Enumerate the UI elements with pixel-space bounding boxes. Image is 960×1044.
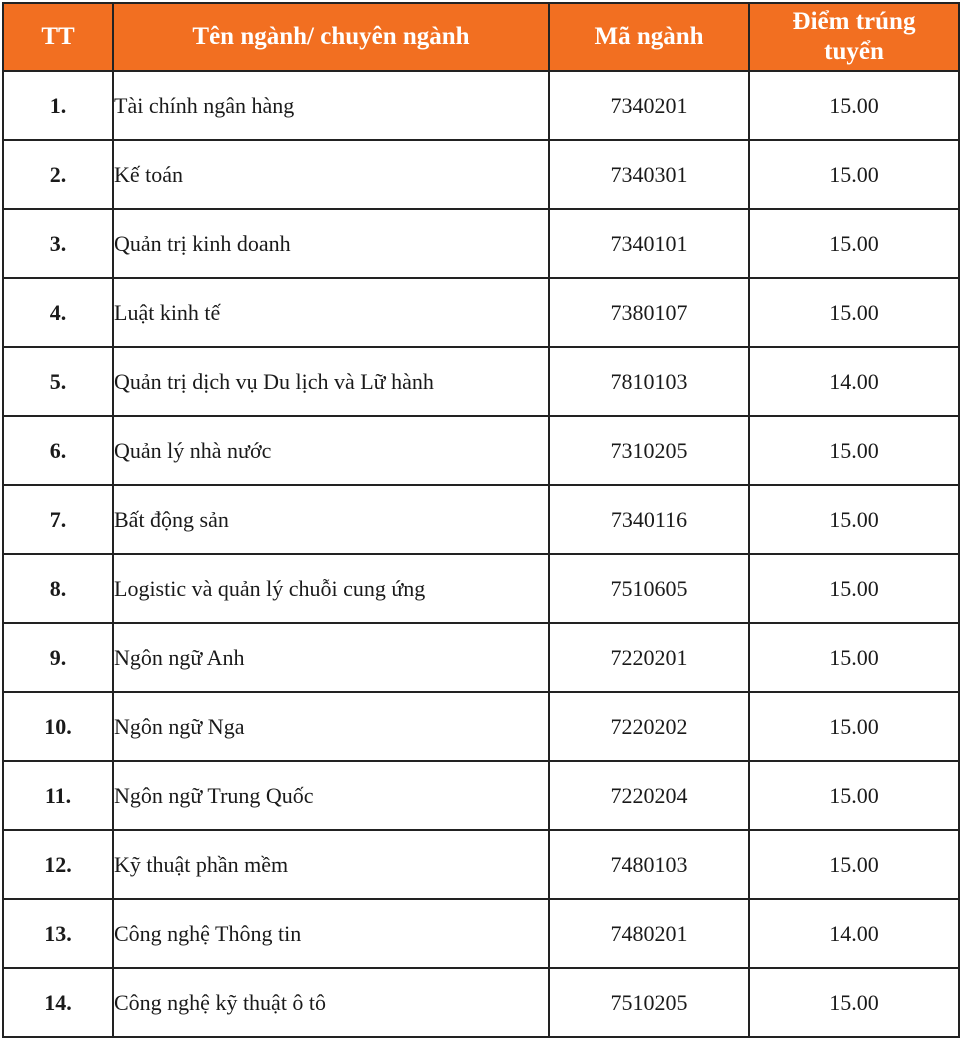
admission-score: 14.00 xyxy=(749,899,959,968)
table-row xyxy=(3,623,959,692)
table-row xyxy=(3,347,959,416)
admission-score: 14.00 xyxy=(749,347,959,416)
major-name: Ngôn ngữ Trung Quốc xyxy=(113,761,549,830)
major-code: 7340201 xyxy=(549,71,749,140)
admission-score: 15.00 xyxy=(749,554,959,623)
row-number: 2. xyxy=(3,140,113,209)
header-row xyxy=(3,3,959,71)
admission-score: 15.00 xyxy=(749,71,959,140)
major-code: 7480103 xyxy=(549,830,749,899)
major-code: 7340101 xyxy=(549,209,749,278)
admission-score: 15.00 xyxy=(749,416,959,485)
admission-score: 15.00 xyxy=(749,968,959,1037)
row-number: 14. xyxy=(3,968,113,1037)
table-header xyxy=(3,3,959,71)
major-name: Quản trị dịch vụ Du lịch và Lữ hành xyxy=(113,347,549,416)
table-row xyxy=(3,278,959,347)
major-name: Kế toán xyxy=(113,140,549,209)
table-row xyxy=(3,140,959,209)
major-code: 7220202 xyxy=(549,692,749,761)
table-row xyxy=(3,968,959,1037)
major-name: Bất động sản xyxy=(113,485,549,554)
major-name: Tài chính ngân hàng xyxy=(113,71,549,140)
major-code: 7340116 xyxy=(549,485,749,554)
table-body xyxy=(3,71,959,1037)
major-code: 7510605 xyxy=(549,554,749,623)
table-row xyxy=(3,692,959,761)
table-row xyxy=(3,209,959,278)
table-row xyxy=(3,554,959,623)
admission-scores-table xyxy=(2,2,960,1038)
admission-score: 15.00 xyxy=(749,692,959,761)
header-admission-score xyxy=(749,3,959,71)
major-name: Logistic và quản lý chuỗi cung ứng xyxy=(113,554,549,623)
header-major-name: Tên ngành/ chuyên ngành xyxy=(113,3,549,71)
major-code: 7220201 xyxy=(549,623,749,692)
admission-score: 15.00 xyxy=(749,278,959,347)
major-code: 7340301 xyxy=(549,140,749,209)
major-name: Công nghệ kỹ thuật ô tô xyxy=(113,968,549,1037)
major-name: Công nghệ Thông tin xyxy=(113,899,549,968)
header-tt: TT xyxy=(3,3,113,71)
row-number: 8. xyxy=(3,554,113,623)
major-name: Quản lý nhà nước xyxy=(113,416,549,485)
admission-score: 15.00 xyxy=(749,623,959,692)
major-name: Quản trị kinh doanh xyxy=(113,209,549,278)
row-number: 9. xyxy=(3,623,113,692)
major-code: 7480201 xyxy=(549,899,749,968)
table-row xyxy=(3,71,959,140)
row-number: 3. xyxy=(3,209,113,278)
row-number: 13. xyxy=(3,899,113,968)
header-score-line2: tuyển xyxy=(824,38,884,65)
row-number: 12. xyxy=(3,830,113,899)
admission-score: 15.00 xyxy=(749,830,959,899)
admission-score: 15.00 xyxy=(749,209,959,278)
table-row xyxy=(3,761,959,830)
major-name: Ngôn ngữ Nga xyxy=(113,692,549,761)
major-code: 7310205 xyxy=(549,416,749,485)
table-row xyxy=(3,416,959,485)
header-major-code: Mã ngành xyxy=(549,3,749,71)
row-number: 4. xyxy=(3,278,113,347)
table-row xyxy=(3,830,959,899)
admission-score: 15.00 xyxy=(749,485,959,554)
admission-score: 15.00 xyxy=(749,140,959,209)
major-name: Ngôn ngữ Anh xyxy=(113,623,549,692)
major-code: 7510205 xyxy=(549,968,749,1037)
major-name: Kỹ thuật phần mềm xyxy=(113,830,549,899)
table-row xyxy=(3,899,959,968)
major-code: 7220204 xyxy=(549,761,749,830)
header-score-line1: Điểm trúng xyxy=(792,8,916,35)
major-code: 7810103 xyxy=(549,347,749,416)
major-name: Luật kinh tế xyxy=(113,278,549,347)
row-number: 7. xyxy=(3,485,113,554)
major-code: 7380107 xyxy=(549,278,749,347)
row-number: 6. xyxy=(3,416,113,485)
row-number: 10. xyxy=(3,692,113,761)
table-row xyxy=(3,485,959,554)
admission-score: 15.00 xyxy=(749,761,959,830)
row-number: 5. xyxy=(3,347,113,416)
row-number: 11. xyxy=(3,761,113,830)
row-number: 1. xyxy=(3,71,113,140)
